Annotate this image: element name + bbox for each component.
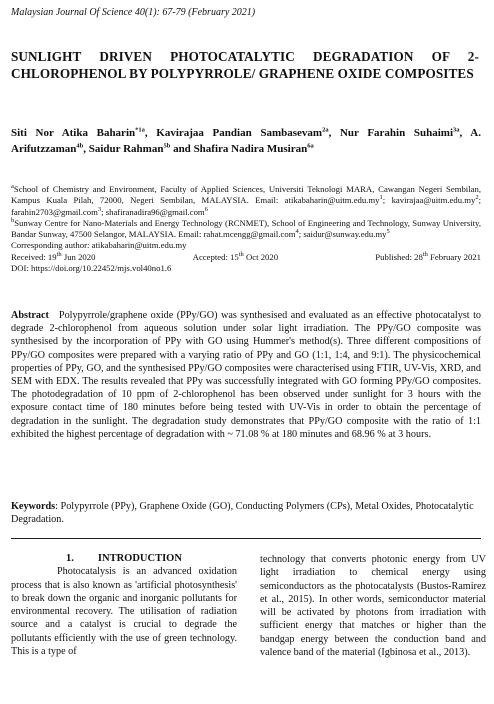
author-affiliation-mark: 4b: [76, 141, 84, 149]
author-name: Kavirajaa Pandian Sambasevam: [156, 127, 323, 139]
corresponding-author: Corresponding author: atikabaharin@uitm.edu.my: [11, 240, 187, 251]
author-name: A. Arifutzzaman: [11, 127, 481, 155]
section-title: INTRODUCTION: [97, 553, 182, 564]
affiliation-b: $^b$Sunway Centre for Nano-Materials and Energy Technology (RCNMET), School of Engineering and Technology, Sunway University, Bandar Sunway, 47500 Selangor, MALAYSIA. Email: rahat.mcengg@gmail.com$^4$; $saidur@sunway.edu.my^5$: [11, 217, 481, 240]
abstract: [11, 309, 481, 441]
received-date: Received: 19th Jun 2020: [11, 250, 96, 262]
author-affiliation-mark: 3a: [453, 126, 460, 134]
intro-paragraph-right: technology that converts photonic energy from UV light irradiation to chemical energy using semiconductors as the photocatalysts (Bustos-Ramirez et al., 2015). In other words, semiconductor material will be activated by photons from irradiation with sufficient energy that matches or higher than the bandgap energy between the conduction band and valence band of the material (Igbinosa et al., 2013).: [260, 554, 486, 659]
keywords-label: Keywords: [11, 501, 56, 512]
author-name: Siti Nor Atika Baharin: [11, 127, 136, 139]
section-number: 1.: [66, 553, 74, 564]
author-affiliation-mark: *1a: [135, 126, 145, 134]
doi-link[interactable]: DOI: https://doi.org/10.22452/mjs.vol40no1.6: [11, 263, 172, 274]
keywords: [11, 500, 481, 526]
article-title: SUNLIGHT DRIVEN PHOTOCATALYTIC DEGRADATION OF 2-CHLOROPHENOL BY POLYPYRROLE/ GRAPHENE OXIDE COMPOSITES: [11, 49, 479, 81]
affiliations-block: [11, 184, 481, 274]
author-name: Saidur Rahman: [88, 142, 164, 155]
article-dates: [11, 252, 481, 263]
author-name: Shafira Nadira Musiran: [193, 142, 308, 155]
journal-header: Malaysian Journal Of Science 40(1): 67-79 (February 2021): [11, 7, 256, 18]
intro-paragraph-left: Photocatalysis is an advanced oxidation process that is also known as 'artificial photosynthesis' to break down the organic and inorganic pollutants for environmental recovery. The utilisation of radiation source and a catalyst is crucial to degrade the pollutants efficiently with the use of green technology. This is a type of: [11, 566, 237, 658]
abstract-label: Abstract: [11, 310, 49, 321]
section-heading: [11, 552, 237, 565]
affiliation-a: $^a$School of Chemistry and Environment, Faculty of Applied Sciences, Universiti Teknologi MARA, Cawangan Negeri Sembilan, Kampus Kuala Pilah, 72000, Negeri Sembilan, MALAYSIA. Email: $atikabaharin@uitm.edu.my^1$; $kavirajaa@uitm.edu.my^2$; farahin2703@gmail.com$^3$; shafiranadira96@gmail.com$^6$: [11, 183, 481, 217]
keywords-text: : Polypyrrole (PPy), Graphene Oxide (GO), Conducting Polymers (CPs), Metal Oxides, Photocatalytic Degradation.: [11, 501, 474, 526]
author-name: Nur Farahin Suhaimi: [339, 127, 453, 139]
author-list: Siti Nor Atika Baharin$^{*1a}$, Kavirajaa Pandian Sambasevam$^{2a}$, Nur Farahin Suhaimi$^{3a}$, A. Arifutzzaman$^{4b}$, Saidur Rahman$^{5b}$ and Shafira Nadira Musiran$^{6a}$: [11, 126, 481, 155]
right-column: [260, 553, 486, 659]
published-date: Published: 28th February 2021: [375, 250, 481, 262]
abstract-text: Polypyrrole/graphene oxide (PPy/GO) was synthesised and evaluated as an effective photocatalyst to degrade 2-chlorophenol from aqueous solution under solar light irradiation. The PPy/GO composite was synthesised by the incorporation of PPy with GO using Hummer's method(s). Three different compositions of PPy/GO composites were prepared with a varying ratio of PPy and GO (1:1, 1:4, and 9:1). The physicochemical properties of PPy, GO, and the synthesised PPy/GO composites were characterised using FTIR, UV-Vis, XRD, and SEM with EDX. The results revealed that PPy was successfully integrated with GO forming PPy/GO composites. The photodegradation of 10 ppm of 2-chlorophenol has been observed under sunlight for 3 hours with the exposure contact time of 180 minutes before being tested with UV-Vis in order to obtain the percentage of degradation in the sunlight. The degradation study demonstrates that PPy/GO composite with the ratio of 1:1 exhibited the highest percentage of degradation with ~ 71.08 % at 180 minutes and 68.96 % at 3 hours.: [11, 310, 481, 440]
author-affiliation-mark: 2a: [322, 126, 329, 134]
author-affiliation-mark: 6a: [307, 141, 314, 149]
accepted-date: Accepted: 15th Oct 2020: [192, 250, 279, 262]
section-divider: [11, 538, 481, 539]
author-affiliation-mark: 5b: [163, 141, 171, 149]
left-column: [11, 552, 237, 658]
